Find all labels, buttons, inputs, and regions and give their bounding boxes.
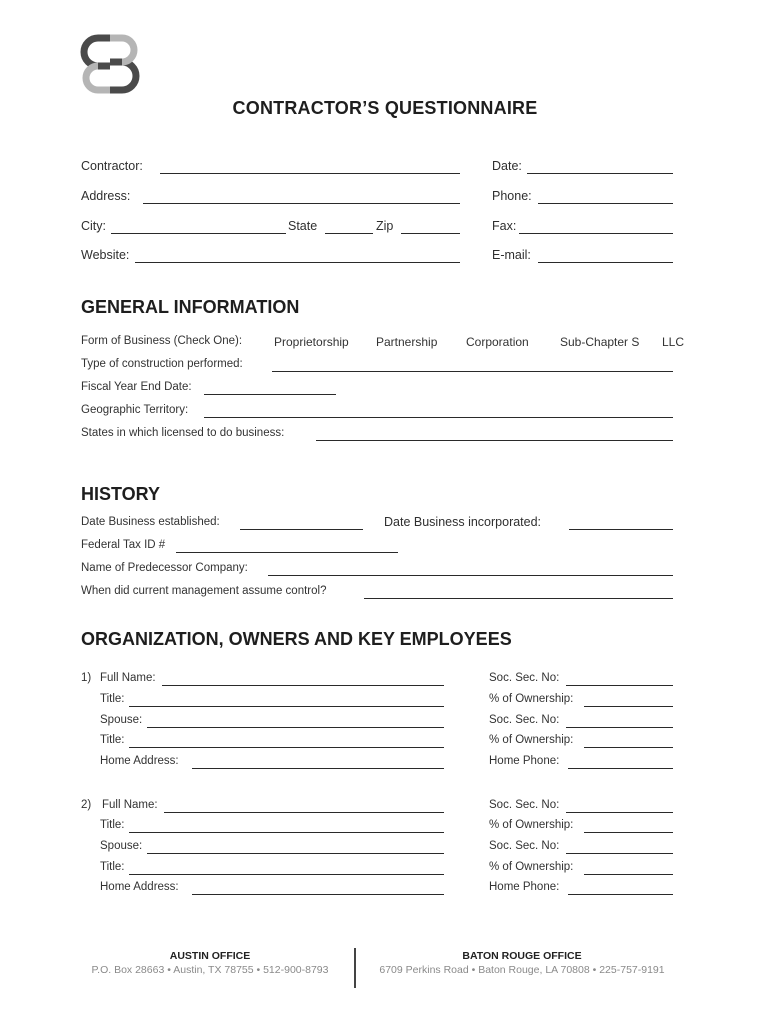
ssn-label: Soc. Sec. No: (489, 672, 560, 684)
ssn-label: Soc. Sec. No: (489, 799, 560, 811)
ownership-label: % of Ownership: (489, 819, 574, 831)
spouse-ownership-field[interactable] (584, 747, 673, 748)
construction-type-field[interactable] (272, 371, 673, 372)
spouse-label: Spouse: (100, 840, 143, 852)
home-address-field[interactable] (192, 768, 444, 769)
option-proprietorship[interactable]: Proprietorship (274, 335, 349, 349)
austin-office-heading: AUSTIN OFFICE (169, 950, 251, 962)
fiscal-year-label: Fiscal Year End Date: (81, 381, 192, 393)
option-partnership[interactable]: Partnership (376, 335, 438, 349)
address-label: Address: (81, 189, 131, 203)
ownership-field[interactable] (584, 706, 673, 707)
baton-rouge-office-address: 6709 Perkins Road • Baton Rouge, LA 70808 • 225-757-9191 (379, 964, 665, 976)
licensed-states-field[interactable] (316, 440, 673, 441)
website-label: Website: (81, 248, 130, 262)
date-incorporated-label: Date Business incorporated: (384, 515, 542, 529)
construction-type-label: Type of construction performed: (81, 358, 243, 370)
spouse-field[interactable] (147, 727, 444, 728)
footer-divider (354, 948, 356, 988)
entry-number: 2) (81, 799, 92, 811)
form-of-business-label: Form of Business (Check One): (81, 335, 243, 347)
ownership-field[interactable] (584, 832, 673, 833)
home-address-label: Home Address: (100, 755, 179, 767)
spouse-title-field[interactable] (129, 747, 444, 748)
spouse-title-label: Title: (100, 734, 125, 746)
city-field[interactable] (111, 233, 286, 234)
organization-heading: ORGANIZATION, OWNERS AND KEY EMPLOYEES (81, 629, 512, 649)
spouse-label: Spouse: (100, 714, 143, 726)
home-address-label: Home Address: (100, 881, 179, 893)
title-label: Title: (100, 819, 125, 831)
ssn-field[interactable] (566, 812, 673, 813)
company-logo (80, 34, 140, 94)
tax-id-label: Federal Tax ID # (81, 539, 166, 551)
website-field[interactable] (135, 262, 460, 263)
spouse-title-label: Title: (100, 861, 125, 873)
geographic-territory-field[interactable] (204, 417, 673, 418)
management-control-label: When did current management assume control? (81, 585, 327, 597)
full-name-label: Full Name: (100, 672, 156, 684)
full-name-field[interactable] (162, 685, 444, 686)
spouse-ownership-field[interactable] (584, 874, 673, 875)
title-field[interactable] (129, 832, 444, 833)
option-sub-chapter-s[interactable]: Sub-Chapter S (560, 335, 640, 349)
baton-rouge-office-heading: BATON ROUGE OFFICE (462, 950, 582, 962)
fiscal-year-field[interactable] (204, 394, 336, 395)
date-field[interactable] (527, 173, 673, 174)
geographic-territory-label: Geographic Territory: (81, 404, 189, 416)
logo-right-arc (110, 62, 136, 90)
spouse-field[interactable] (147, 853, 444, 854)
email-field[interactable] (538, 262, 673, 263)
predecessor-label: Name of Predecessor Company: (81, 562, 248, 574)
option-llc[interactable]: LLC (662, 335, 685, 349)
spouse-ssn-label: Soc. Sec. No: (489, 840, 560, 852)
phone-field[interactable] (538, 203, 673, 204)
date-incorporated-field[interactable] (569, 529, 673, 530)
title-label: Title: (100, 693, 125, 705)
entry-number: 1) (81, 672, 92, 684)
home-phone-label: Home Phone: (489, 755, 560, 767)
spouse-ssn-label: Soc. Sec. No: (489, 714, 560, 726)
home-address-field[interactable] (192, 894, 444, 895)
home-phone-field[interactable] (568, 768, 673, 769)
licensed-states-label: States in which licensed to do business: (81, 427, 285, 439)
spouse-title-field[interactable] (129, 874, 444, 875)
state-field[interactable] (325, 233, 373, 234)
general-info-heading: GENERAL INFORMATION (81, 297, 300, 317)
spouse-ssn-field[interactable] (566, 853, 673, 854)
austin-office-address: P.O. Box 28663 • Austin, TX 78755 • 512-900-8793 (91, 964, 329, 976)
contractor-field[interactable] (160, 173, 460, 174)
title-field[interactable] (129, 706, 444, 707)
home-phone-label: Home Phone: (489, 881, 560, 893)
spouse-ownership-label: % of Ownership: (489, 734, 574, 746)
predecessor-field[interactable] (268, 575, 673, 576)
address-field[interactable] (143, 203, 460, 204)
date-established-label: Date Business established: (81, 516, 220, 528)
city-label: City: (81, 219, 106, 233)
management-control-field[interactable] (364, 598, 673, 599)
logo-top-arc (110, 38, 134, 62)
ssn-field[interactable] (566, 685, 673, 686)
state-label: State (288, 219, 318, 233)
tax-id-field[interactable] (176, 552, 398, 553)
ownership-label: % of Ownership: (489, 693, 574, 705)
spouse-ssn-field[interactable] (566, 727, 673, 728)
date-established-field[interactable] (240, 529, 363, 530)
logo-left-arc (84, 38, 110, 66)
logo-bottom-arc (86, 66, 110, 90)
zip-label: Zip (376, 219, 394, 233)
home-phone-field[interactable] (568, 894, 673, 895)
full-name-label: Full Name: (102, 799, 158, 811)
spouse-ownership-label: % of Ownership: (489, 861, 574, 873)
fax-field[interactable] (519, 233, 673, 234)
date-label: Date: (492, 159, 522, 173)
option-corporation[interactable]: Corporation (466, 335, 529, 349)
email-label: E-mail: (492, 248, 531, 262)
full-name-field[interactable] (164, 812, 444, 813)
page-title: CONTRACTOR’S QUESTIONNAIRE (232, 98, 538, 118)
zip-field[interactable] (401, 233, 460, 234)
history-heading: HISTORY (81, 484, 161, 504)
phone-label: Phone: (492, 189, 532, 203)
fax-label: Fax: (492, 219, 517, 233)
contractor-label: Contractor: (81, 159, 143, 173)
